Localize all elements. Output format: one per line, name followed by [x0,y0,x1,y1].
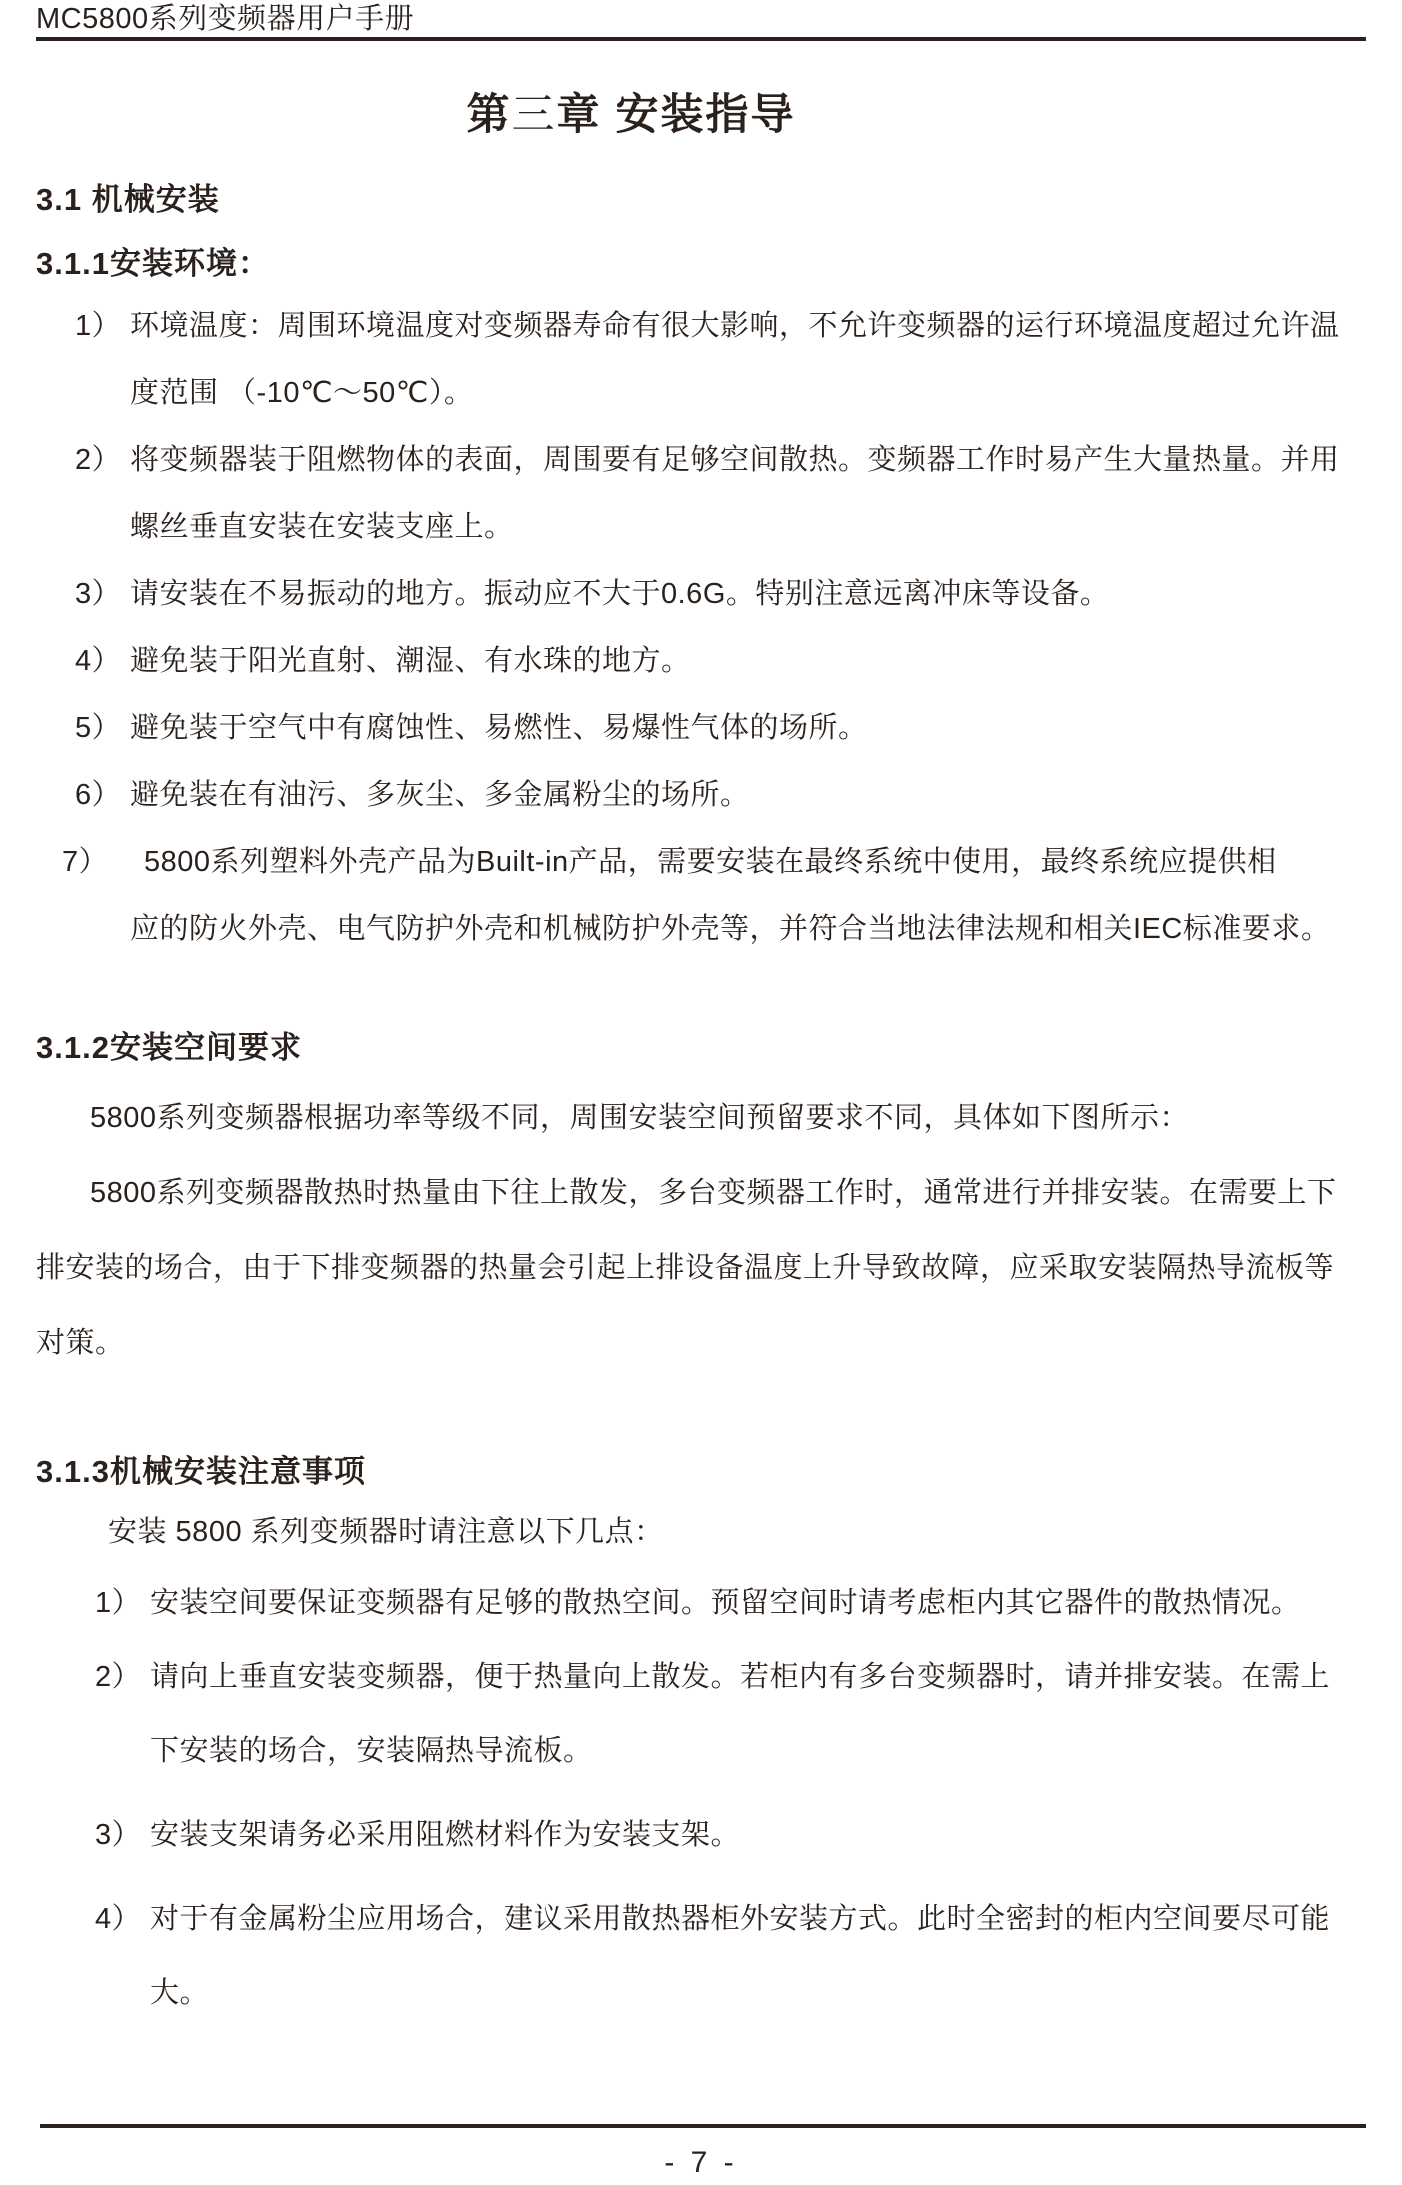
list-item [36,829,1366,896]
chapter-title-post: 章 安装指导 [556,91,796,139]
list-item-continuation: 下安装的场合，安装隔热导流板。 [150,1735,593,1767]
list-item-text: 安装支架请务必采用阻燃材料作为安装支架。 [150,1819,741,1851]
list-item-continuation: 度范围 （-10℃～50℃）。 [130,377,474,409]
list-item [36,561,1366,628]
list-item-number: 6） [75,779,122,811]
list-item-continuation: 大。 [150,1977,210,2009]
list-item-text: 请安装在不易振动的地方。振动应不大于0.6G。特别注意远离冲床等设备。 [130,578,1110,610]
list-item-number: 1） [75,310,122,342]
chapter-title [36,91,1366,139]
section-intro: 安装 5800 系列变频器时请注意以下几点： [108,1516,664,1548]
paragraph-line: 5800系列变频器散热时热量由下往上散发，多台变频器工作时，通常进行并排安装。在需要上下 [90,1177,1337,1209]
list-item-number: 7） [62,846,109,878]
list-item [36,1640,1366,1714]
list-item [36,762,1366,829]
list-item-number: 2） [95,1661,142,1693]
list-item [36,628,1366,695]
footer-rule [40,2124,1366,2128]
chapter-title-pre: 第 [466,91,512,139]
list-item-number: 2） [75,444,122,476]
list-item-text: 避免装在有油污、多灰尘、多金属粉尘的场所。 [130,779,750,811]
paragraph-line: 5800系列变频器根据功率等级不同，周围安装空间预留要求不同，具体如下图所示： [90,1102,1190,1134]
list-item [36,1566,1366,1640]
list-item-number: 3） [95,1819,142,1851]
list-item [36,1882,1366,1956]
header-rule [36,37,1366,41]
page-content [36,91,1366,2030]
list-item-text: 5800系列塑料外壳产品为Built-in产品，需要安装在最终系统中使用，最终系统应提供相 [144,846,1277,878]
manual-title: MC5800系列变频器用户手册 [36,3,415,35]
list-item-continuation: 螺丝垂直安装在安装支座上。 [130,511,514,543]
list-item-continuation: 应的防火外壳、电气防护外壳和机械防护外壳等，并符合当地法律法规和相关IEC标准要求。 [130,913,1331,945]
list-item-text: 环境温度：周围环境温度对变频器寿命有很大影响，不允许变频器的运行环境温度超过允许温 [130,310,1340,342]
page-number: - 7 - [664,2146,738,2179]
list-item-number: 3） [75,578,122,610]
list-mechanical-installation-notes [36,1566,1366,2030]
list-item-number: 4） [95,1903,142,1935]
section-heading-3-1-3: 3.1.3机械安装注意事项 [36,1454,366,1489]
list-item-number: 4） [75,645,122,677]
list-item-text: 避免装于空气中有腐蚀性、易燃性、易爆性气体的场所。 [130,712,868,744]
paragraph-line: 排安装的场合，由于下排变频器的热量会引起上排设备温度上升导致故障，应采取安装隔热导流板等 [36,1252,1335,1284]
chapter-title-mid: 三 [511,91,557,139]
list-item-number: 1） [95,1587,142,1619]
list-item [36,1798,1366,1872]
list-item [36,695,1366,762]
paragraph-line: 对策。 [36,1327,125,1359]
list-item-text: 请向上垂直安装变频器，便于热量向上散发。若柜内有多台变频器时，请并排安装。在需上 [150,1661,1331,1693]
list-item-text: 将变频器装于阻燃物体的表面，周围要有足够空间散热。变频器工作时易产生大量热量。并用 [130,444,1340,476]
section-heading-3-1-2: 3.1.2安装空间要求 [36,1030,302,1065]
list-item-text: 对于有金属粉尘应用场合，建议采用散热器柜外安装方式。此时全密封的柜内空间要尽可能 [150,1903,1331,1935]
section-heading-3-1: 3.1 机械安装 [36,182,220,217]
list-installation-environment [36,293,1366,963]
list-item [36,293,1366,360]
list-item-text: 安装空间要保证变频器有足够的散热空间。预留空间时请考虑柜内其它器件的散热情况。 [150,1587,1301,1619]
list-item [36,427,1366,494]
list-item-text: 避免装于阳光直射、潮湿、有水珠的地方。 [130,645,691,677]
section-heading-3-1-1: 3.1.1安装环境： [36,246,270,281]
list-item-number: 5） [75,712,122,744]
